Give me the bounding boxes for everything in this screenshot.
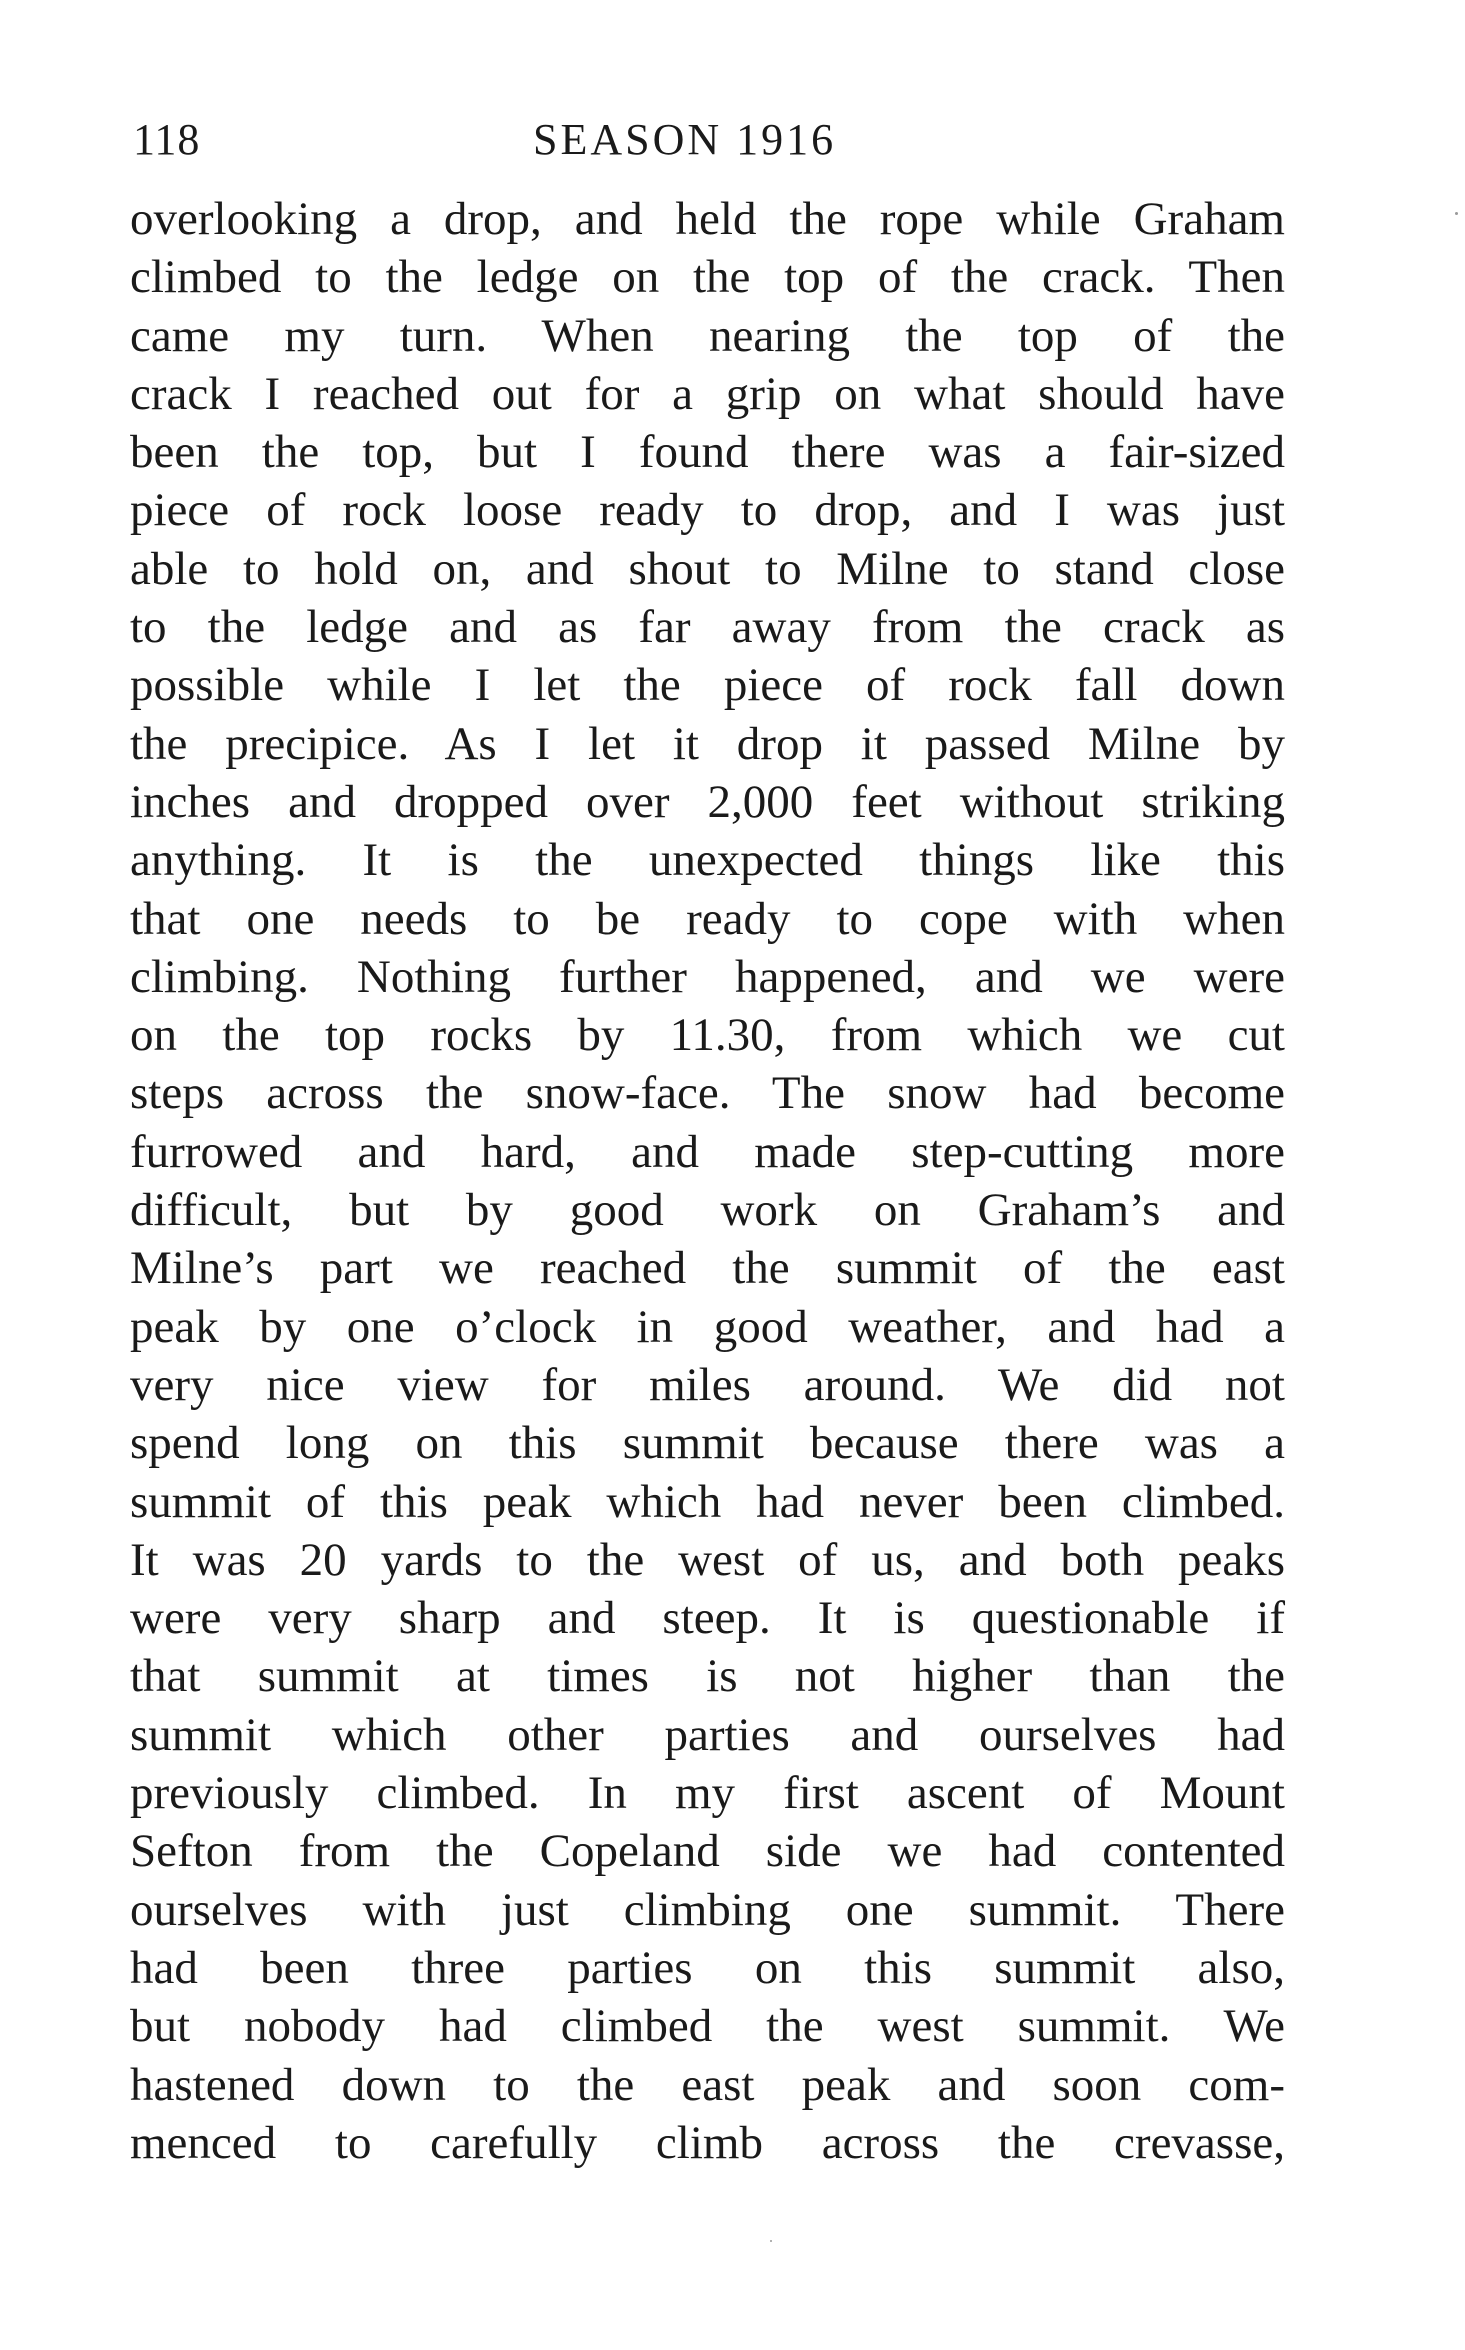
text-line: summit of this peak which had never been climbed. xyxy=(130,1475,1285,1528)
text-line: but nobody had climbed the west summit. We xyxy=(130,2000,1285,2053)
body-text xyxy=(130,190,1285,2172)
text-line: on the top rocks by 11.30, from which we cut xyxy=(130,1009,1285,1062)
page-number: 118 xyxy=(133,115,201,164)
text-line: peak by one o’clock in good weather, and had a xyxy=(130,1300,1285,1353)
text-line: Sefton from the Copeland side we had contented xyxy=(130,1825,1285,1878)
paper-speck xyxy=(1455,212,1458,215)
text-line: It was 20 yards to the west of us, and both peaks xyxy=(130,1533,1285,1586)
text-line: summit which other parties and ourselves had xyxy=(130,1708,1285,1761)
text-line: had been three parties on this summit also, xyxy=(130,1941,1285,1994)
text-line: able to hold on, and shout to Milne to stand close xyxy=(130,542,1285,595)
text-line: came my turn. When nearing the top of the xyxy=(130,309,1285,362)
text-line: ourselves with just climbing one summit. There xyxy=(130,1883,1285,1936)
text-line: very nice view for miles around. We did not xyxy=(130,1358,1285,1411)
text-line: crack I reached out for a grip on what should have xyxy=(130,367,1285,420)
text-line: piece of rock loose ready to drop, and I was just xyxy=(130,484,1285,537)
text-line: overlooking a drop, and held the rope while Graham xyxy=(130,193,1285,245)
running-title: SEASON 1916 xyxy=(533,115,837,164)
text-line: inches and dropped over 2,000 feet without striking xyxy=(130,775,1285,828)
text-line: climbed to the ledge on the top of the crack. Then xyxy=(130,251,1285,304)
text-line: steps across the snow-face. The snow had become xyxy=(130,1067,1285,1120)
text-line: the precipice. As I let it drop it passed Milne by xyxy=(130,717,1285,770)
text-line: spend long on this summit because there was a xyxy=(130,1417,1285,1470)
text-line: were very sharp and steep. It is questionable if xyxy=(130,1592,1285,1645)
text-line: hastened down to the east peak and soon com- xyxy=(130,2058,1285,2111)
text-line: climbing. Nothing further happened, and we were xyxy=(130,950,1285,1003)
text-line: furrowed and hard, and made step-cutting more xyxy=(130,1125,1285,1178)
text-line: menced to carefully climb across the crevasse, xyxy=(130,2116,1285,2169)
text-line: been the top, but I found there was a fair-sized xyxy=(130,426,1285,479)
text-line: to the ledge and as far away from the crack as xyxy=(130,601,1285,654)
paper-speck xyxy=(770,2240,772,2242)
text-line: that summit at times is not higher than the xyxy=(130,1650,1285,1703)
text-line: that one needs to be ready to cope with when xyxy=(130,892,1285,945)
text-line: difficult, but by good work on Graham’s and xyxy=(130,1184,1285,1237)
running-head xyxy=(133,110,1283,170)
text-line: anything. It is the unexpected things like this xyxy=(130,834,1285,887)
text-line: possible while I let the piece of rock fall down xyxy=(130,659,1285,712)
text-line: Milne’s part we reached the summit of the east xyxy=(130,1242,1285,1295)
text-line: previously climbed. In my first ascent of Mount xyxy=(130,1767,1285,1820)
